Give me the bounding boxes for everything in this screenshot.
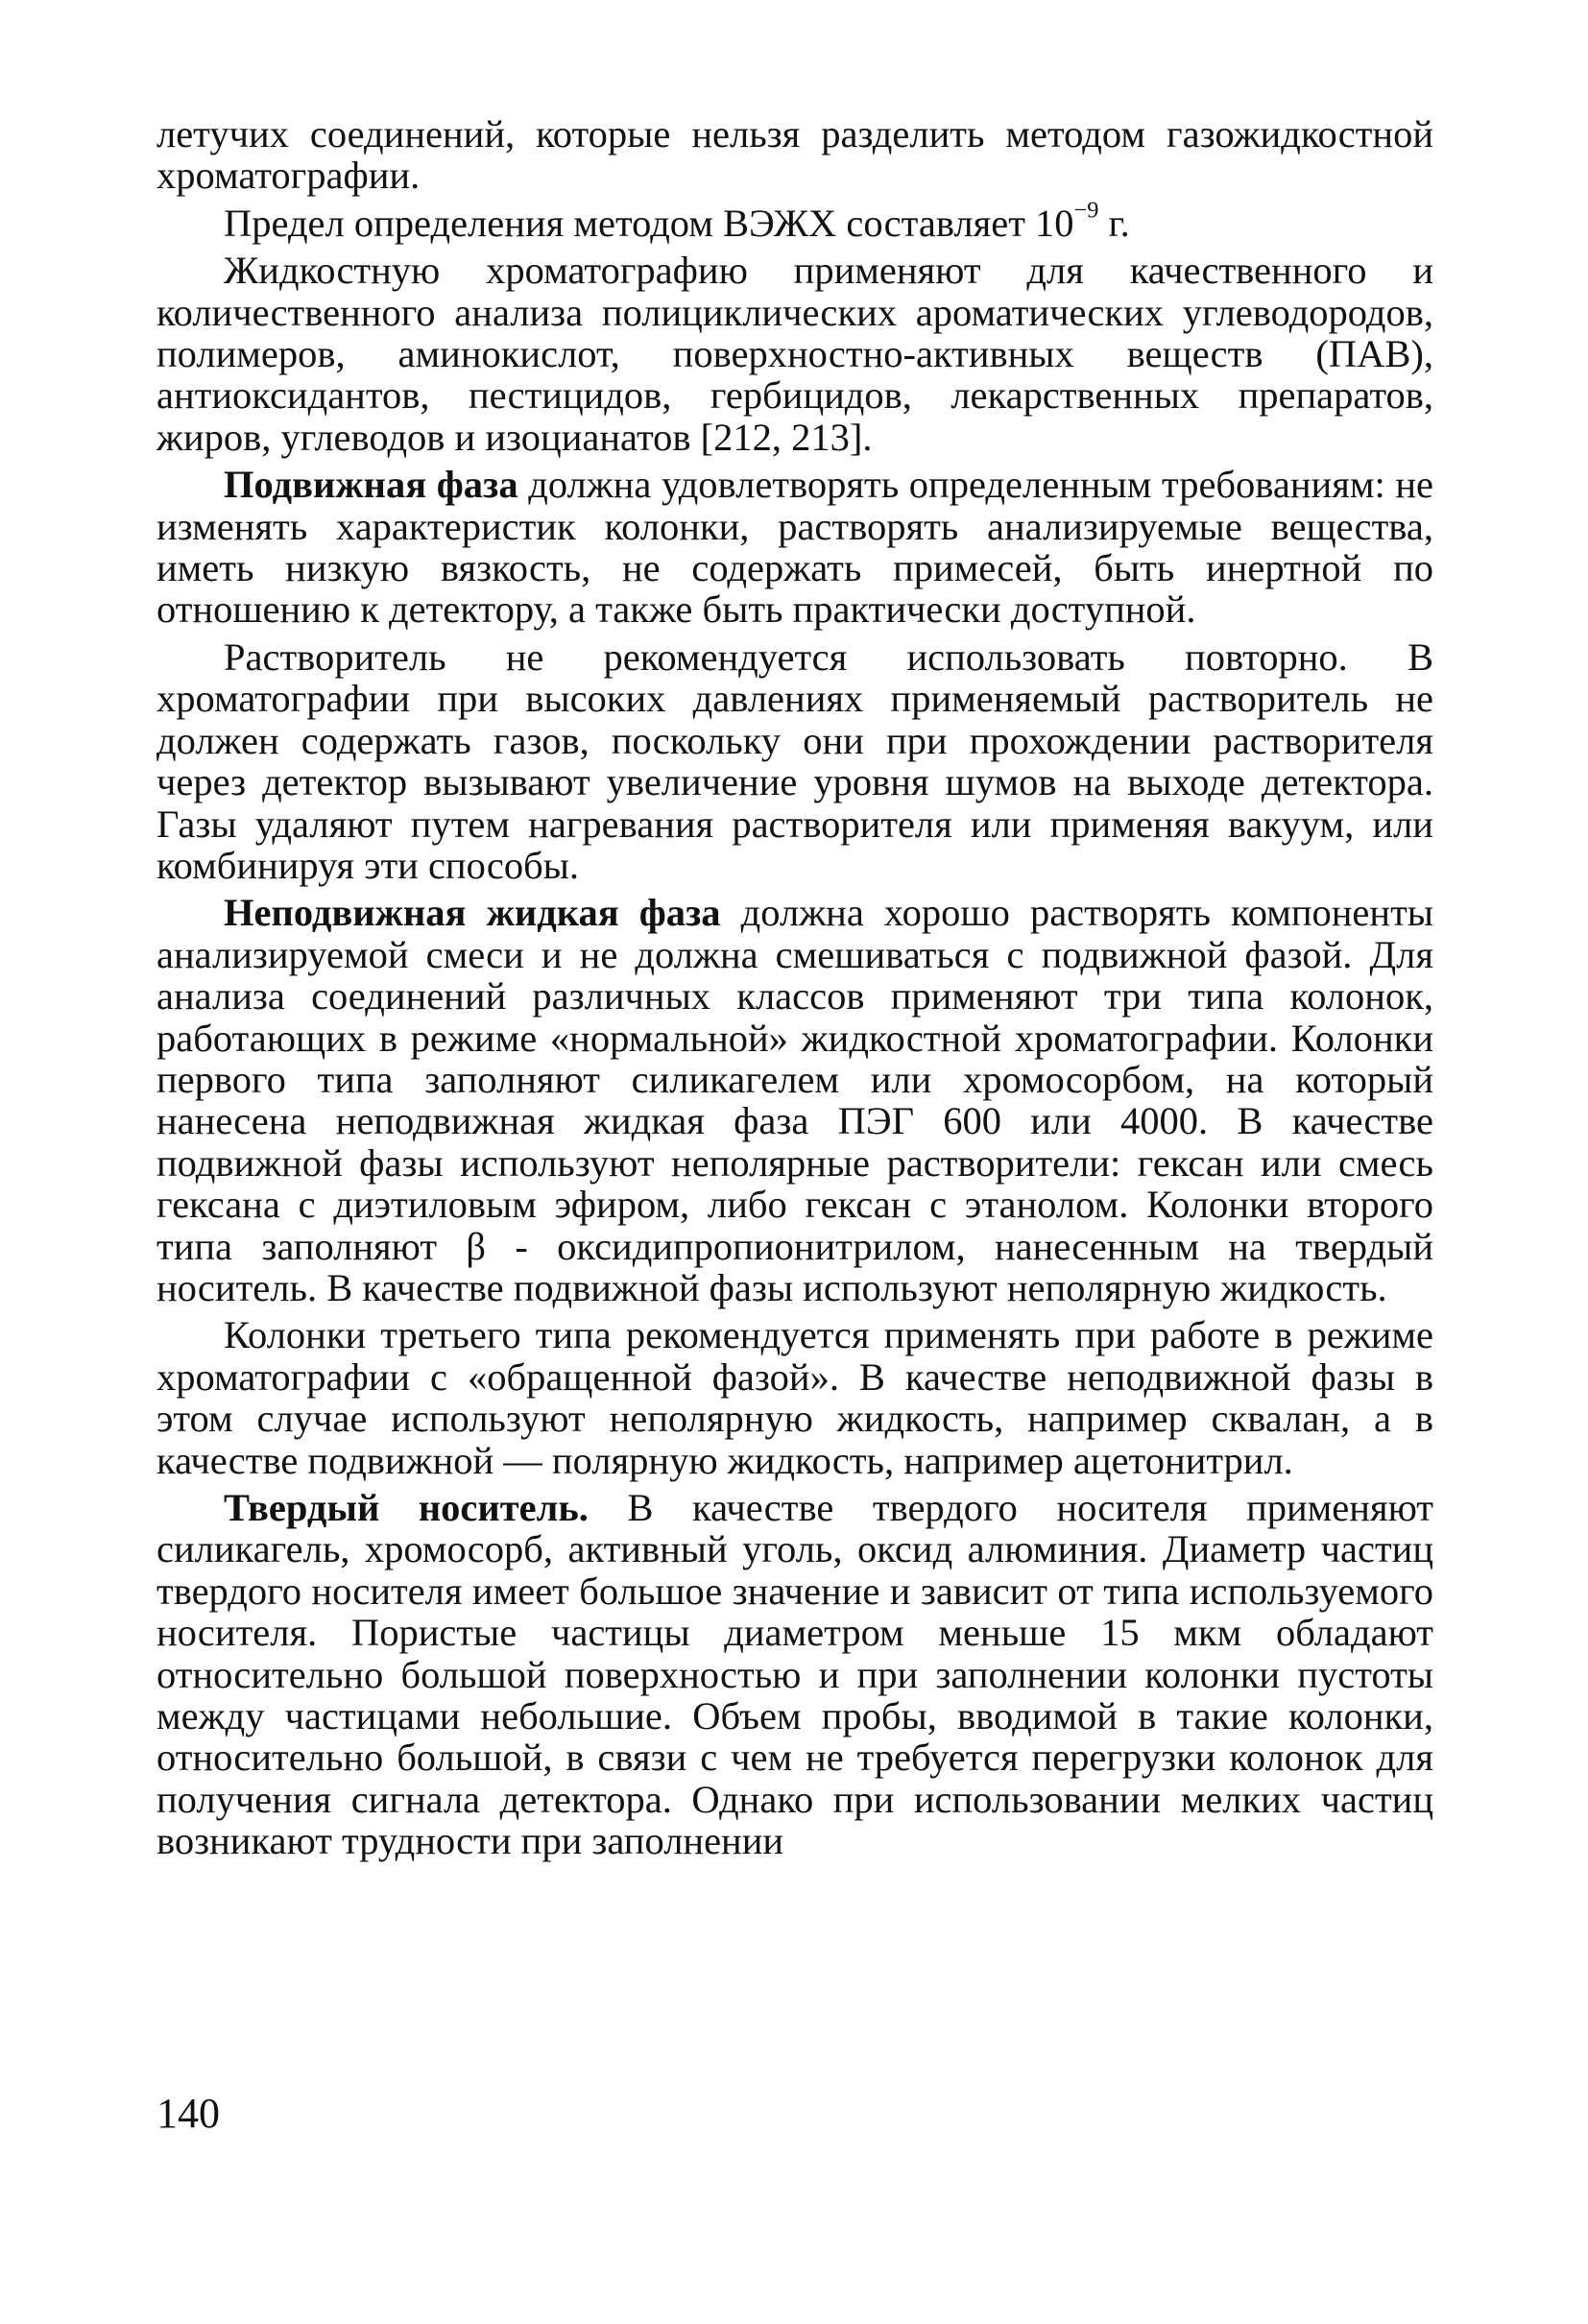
paragraph-solvent: Растворитель не рекомендуется использовать повторно. В хроматографии при высоких давлениях применяемый растворитель не должен содержать газов, поскольку они при прохождении растворителя через детектор вызывают увеличение уровня шумов на выходе детектора. Газы удаляют путем нагревания растворителя или применяя вакуум, или комбинируя эти способы. (156, 635, 1433, 887)
term-solid-support: Твердый носитель. (224, 1486, 589, 1529)
page-number: 140 (156, 2090, 220, 2137)
paragraph-solid-support: Твердый носитель. В качестве твердого носителя применяют силикагель, хромосорб, активный уголь, оксид алюминия. Диаметр частиц твердого носителя имеет большое значение и зависит от типа используемого носителя. Пористые частицы диаметром меньше 15 мкм обладают относительно большой поверхностью и при заполнении колонки пустоты между частицами небольшие. Объем пробы, вводимой в такие колонки, относительно большой, в связи с чем не требуется перегрузки колонок для получения сигнала детектора. Однако при использовании мелких частиц возникают трудности при заполнении (156, 1486, 1434, 1863)
paragraph-mobile-phase: Подвижная фаза должна удовлетворять определенным требованиям: не изменять характеристик колонки, растворять анализируемые вещества, иметь низкую вязкость, не содержать примесей, быть инертной по отношению к детектору, а также быть практически доступной. (156, 463, 1433, 632)
paragraph-stationary-phase: Неподвижная жидкая фаза должна хорошо растворять компоненты анализируемой смеси и не должна смешиваться с подвижной фазой. Для анализа соединений различных классов применяют три типа колонок, работающих в режиме «нормальной» жидкостной хроматографии. Колонки первого типа заполняют силикагелем или хромосорбом, на который нанесена неподвижная жидкая фаза ПЭГ 600 или 4000. В качестве подвижной фазы используют неполярные растворители: гексан или смесь гексана с диэтиловым эфиром, либо гексан с этанолом. Колонки второго типа заполняют β - оксидипропионитрилом, нанесенным на твердый носитель. В качестве подвижной фазы используют неполярную жидкость. (156, 891, 1433, 1309)
paragraph-third-type-columns: Колонки третьего типа рекомендуется применять при работе в режиме хроматографии с «обращенной фазой». В качестве неподвижной фазы в этом случае используют неполярную жидкость, например сквалан, а в качестве подвижной — полярную жидкость, например ацетонитрил. (156, 1313, 1433, 1482)
superscript-exponent: −9 (1073, 197, 1099, 224)
paragraph-detection-limit: Предел определения методом ВЭЖХ составляет $10^{-9}$ г. (224, 197, 1130, 245)
paragraph-applications: Жидкостную хроматографию применяют для качественного и количественного анализа полициклических ароматических углеводородов, полимеров, аминокислот, поверхностно-активных веществ (ПАВ), антиоксидантов, пестицидов, гербицидов, лекарственных препаратов, жиров, углеводов и изоцианатов [212, 213]. (156, 249, 1433, 459)
page-body (156, 113, 1433, 1868)
paragraph-continuation: летучих соединений, которые нельзя разделить методом газожидкостной хроматографии. (156, 112, 1433, 198)
term-mobile-phase: Подвижная фаза (224, 463, 518, 507)
term-stationary-phase: Неподвижная жидкая фаза (224, 891, 721, 935)
